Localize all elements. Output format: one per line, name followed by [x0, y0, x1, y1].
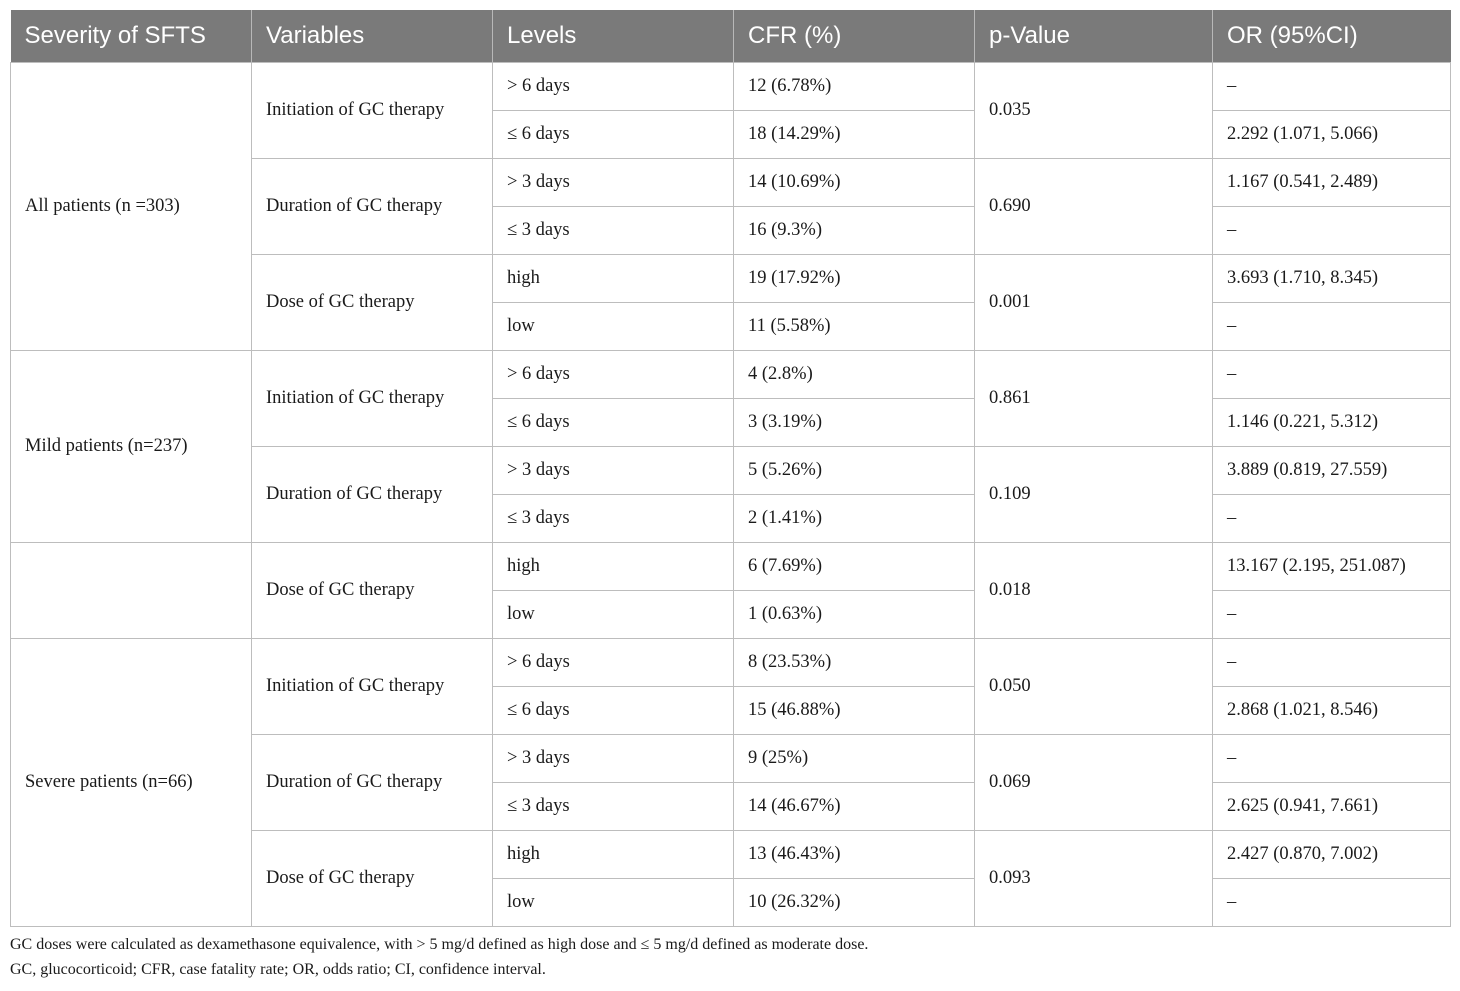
or-cell: –	[1213, 735, 1451, 783]
severity-cell: Severe patients (n=66)	[11, 639, 252, 927]
level-cell: high	[493, 543, 734, 591]
header-p-value: p-Value	[975, 10, 1213, 63]
p-value-cell: 0.018	[975, 543, 1213, 639]
header-severity: Severity of SFTS	[11, 10, 252, 63]
cfr-cell: 18 (14.29%)	[734, 111, 975, 159]
level-cell: ≤ 3 days	[493, 207, 734, 255]
variable-cell: Duration of GC therapy	[252, 159, 493, 255]
results-table	[10, 10, 1451, 927]
or-cell: 2.292 (1.071, 5.066)	[1213, 111, 1451, 159]
level-cell: ≤ 3 days	[493, 495, 734, 543]
table-footnotes	[10, 932, 868, 982]
results-table-container	[10, 10, 1450, 927]
level-cell: low	[493, 303, 734, 351]
header-row	[11, 10, 1451, 63]
table-row	[11, 351, 1451, 399]
variable-cell: Initiation of GC therapy	[252, 639, 493, 735]
p-value-cell: 0.035	[975, 63, 1213, 159]
level-cell: > 3 days	[493, 159, 734, 207]
cfr-cell: 12 (6.78%)	[734, 63, 975, 111]
or-cell: 3.889 (0.819, 27.559)	[1213, 447, 1451, 495]
severity-cell	[11, 543, 252, 639]
footnote-dose-definition: GC doses were calculated as dexamethasone equivalence, with > 5 mg/d defined as high dose and ≤ 5 mg/d defined as moderate dose.	[10, 936, 869, 953]
variable-cell: Dose of GC therapy	[252, 831, 493, 927]
or-cell: –	[1213, 63, 1451, 111]
p-value-cell: 0.069	[975, 735, 1213, 831]
p-value-cell: 0.861	[975, 351, 1213, 447]
cfr-cell: 3 (3.19%)	[734, 399, 975, 447]
or-cell: 2.427 (0.870, 7.002)	[1213, 831, 1451, 879]
or-cell: –	[1213, 351, 1451, 399]
cfr-cell: 19 (17.92%)	[734, 255, 975, 303]
severity-cell: All patients (n =303)	[11, 63, 252, 351]
footnote-abbreviations: GC, glucocorticoid; CFR, case fatality rate; OR, odds ratio; CI, confidence interval.	[10, 961, 546, 978]
level-cell: low	[493, 591, 734, 639]
level-cell: ≤ 6 days	[493, 687, 734, 735]
variable-cell: Duration of GC therapy	[252, 735, 493, 831]
variable-cell: Dose of GC therapy	[252, 255, 493, 351]
level-cell: > 6 days	[493, 639, 734, 687]
cfr-cell: 10 (26.32%)	[734, 879, 975, 927]
table-row	[11, 639, 1451, 687]
level-cell: high	[493, 831, 734, 879]
cfr-cell: 14 (46.67%)	[734, 783, 975, 831]
or-cell: 2.625 (0.941, 7.661)	[1213, 783, 1451, 831]
severity-cell: Mild patients (n=237)	[11, 351, 252, 543]
or-cell: –	[1213, 591, 1451, 639]
header-cfr: CFR (%)	[734, 10, 975, 63]
level-cell: high	[493, 255, 734, 303]
level-cell: low	[493, 879, 734, 927]
or-cell: 1.167 (0.541, 2.489)	[1213, 159, 1451, 207]
p-value-cell: 0.001	[975, 255, 1213, 351]
p-value-cell: 0.109	[975, 447, 1213, 543]
cfr-cell: 13 (46.43%)	[734, 831, 975, 879]
table-row	[11, 63, 1451, 111]
cfr-cell: 16 (9.3%)	[734, 207, 975, 255]
cfr-cell: 1 (0.63%)	[734, 591, 975, 639]
header-or: OR (95%CI)	[1213, 10, 1451, 63]
cfr-cell: 2 (1.41%)	[734, 495, 975, 543]
cfr-cell: 6 (7.69%)	[734, 543, 975, 591]
or-cell: –	[1213, 207, 1451, 255]
variable-cell: Dose of GC therapy	[252, 543, 493, 639]
cfr-cell: 15 (46.88%)	[734, 687, 975, 735]
cfr-cell: 9 (25%)	[734, 735, 975, 783]
cfr-cell: 11 (5.58%)	[734, 303, 975, 351]
cfr-cell: 4 (2.8%)	[734, 351, 975, 399]
or-cell: 2.868 (1.021, 8.546)	[1213, 687, 1451, 735]
cfr-cell: 8 (23.53%)	[734, 639, 975, 687]
level-cell: > 3 days	[493, 735, 734, 783]
variable-cell: Duration of GC therapy	[252, 447, 493, 543]
header-levels: Levels	[493, 10, 734, 63]
level-cell: ≤ 6 days	[493, 111, 734, 159]
or-cell: 13.167 (2.195, 251.087)	[1213, 543, 1451, 591]
or-cell: –	[1213, 639, 1451, 687]
level-cell: > 6 days	[493, 351, 734, 399]
cfr-cell: 5 (5.26%)	[734, 447, 975, 495]
header-variables: Variables	[252, 10, 493, 63]
p-value-cell: 0.690	[975, 159, 1213, 255]
variable-cell: Initiation of GC therapy	[252, 351, 493, 447]
p-value-cell: 0.050	[975, 639, 1213, 735]
level-cell: > 6 days	[493, 63, 734, 111]
variable-cell: Initiation of GC therapy	[252, 63, 493, 159]
or-cell: –	[1213, 879, 1451, 927]
or-cell: 3.693 (1.710, 8.345)	[1213, 255, 1451, 303]
cfr-cell: 14 (10.69%)	[734, 159, 975, 207]
or-cell: –	[1213, 303, 1451, 351]
or-cell: 1.146 (0.221, 5.312)	[1213, 399, 1451, 447]
or-cell: –	[1213, 495, 1451, 543]
level-cell: > 3 days	[493, 447, 734, 495]
level-cell: ≤ 6 days	[493, 399, 734, 447]
table-row	[11, 543, 1451, 591]
p-value-cell: 0.093	[975, 831, 1213, 927]
level-cell: ≤ 3 days	[493, 783, 734, 831]
